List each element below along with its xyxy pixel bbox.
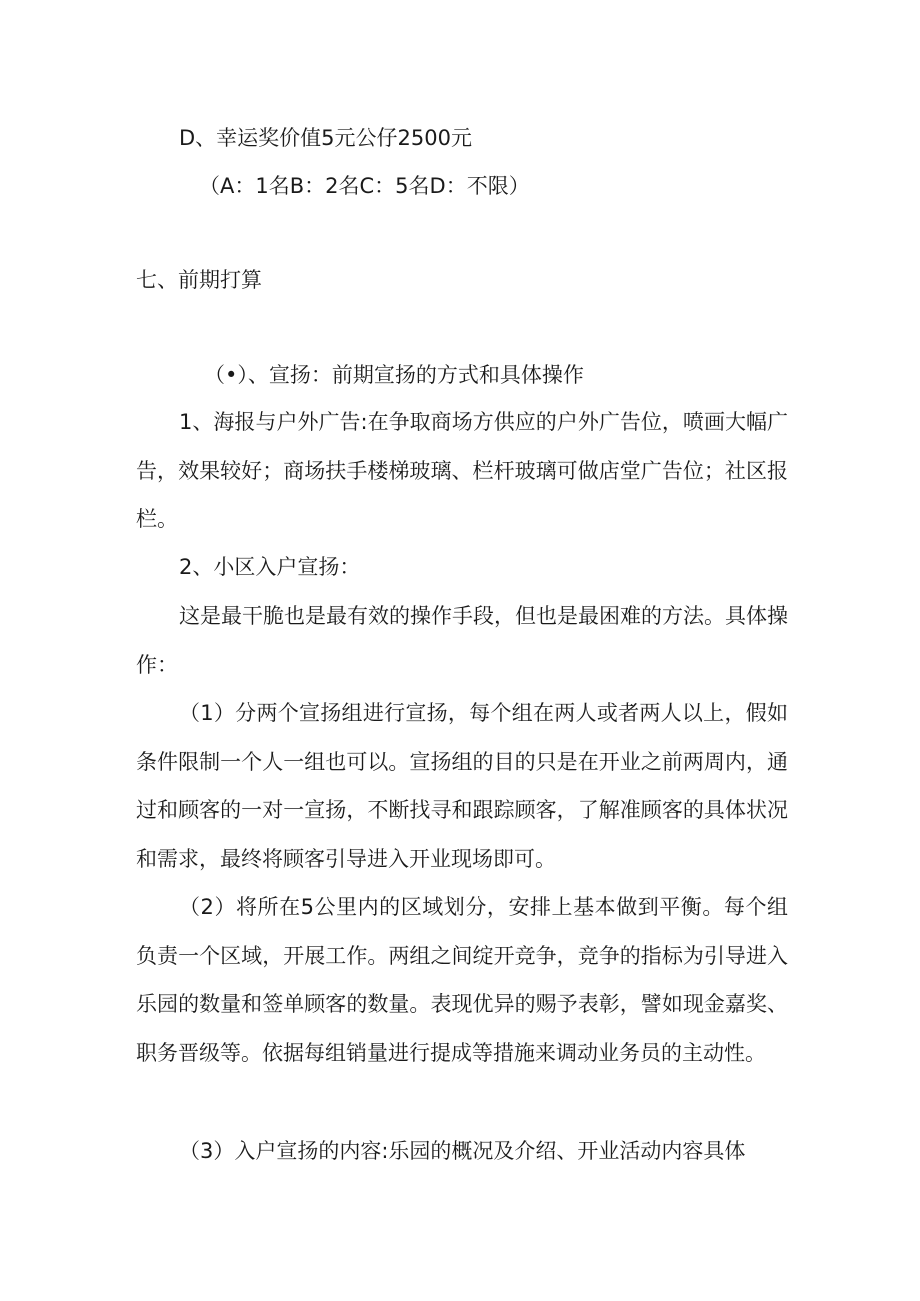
prize-d-line: D、幸运奖价值5元公仔2500元: [179, 126, 472, 150]
item-2-intro-paragraph: 这是最干脆也是最有效的操作手段，但也是最困难的方法。具体操作：: [136, 604, 788, 677]
item-1-paragraph: 1、海报与户外广告:在争取商场方供应的户外广告位，喷画大幅广告，效果较好；商场扶手楼梯玻璃、栏杆玻璃可做店堂广告位；社区报栏。: [136, 410, 788, 531]
subsection-1-heading: （•）、宣扬：前期宣扬的方式和具体操作: [204, 363, 584, 387]
section-7-heading: 七、前期打算: [136, 268, 262, 292]
item-2-heading: 2、小区入户宣扬：: [179, 555, 361, 579]
step-1-paragraph: （1）分两个宣扬组进行宣扬，每个组在两人或者两人以上，假如条件限制一个人一组也可以。宣扬组的目的只是在开业之前两周内，通过和顾客的一对一宣扬，不断找寻和跟踪顾客，了解准顾客的具体状况和需求，最终将顾客引导进入开业现场即可。: [136, 701, 788, 871]
prize-quota-line: （A：1名B：2名C：5名D：不限）: [199, 174, 530, 198]
step-3-paragraph: （3）入户宣扬的内容:乐园的概况及介绍、开业活动内容具体: [179, 1139, 746, 1163]
step-2-paragraph: （2）将所在5公里内的区域划分，安排上基本做到平衡。每个组负责一个区域，开展工作。两组之间绽开竞争，竞争的指标为引导进入乐园的数量和签单顾客的数量。表现优异的赐予表彰，譬如现金嘉奖、职务晋级等。依据每组销量进行提成等措施来调动业务员的主动性。: [136, 895, 788, 1065]
